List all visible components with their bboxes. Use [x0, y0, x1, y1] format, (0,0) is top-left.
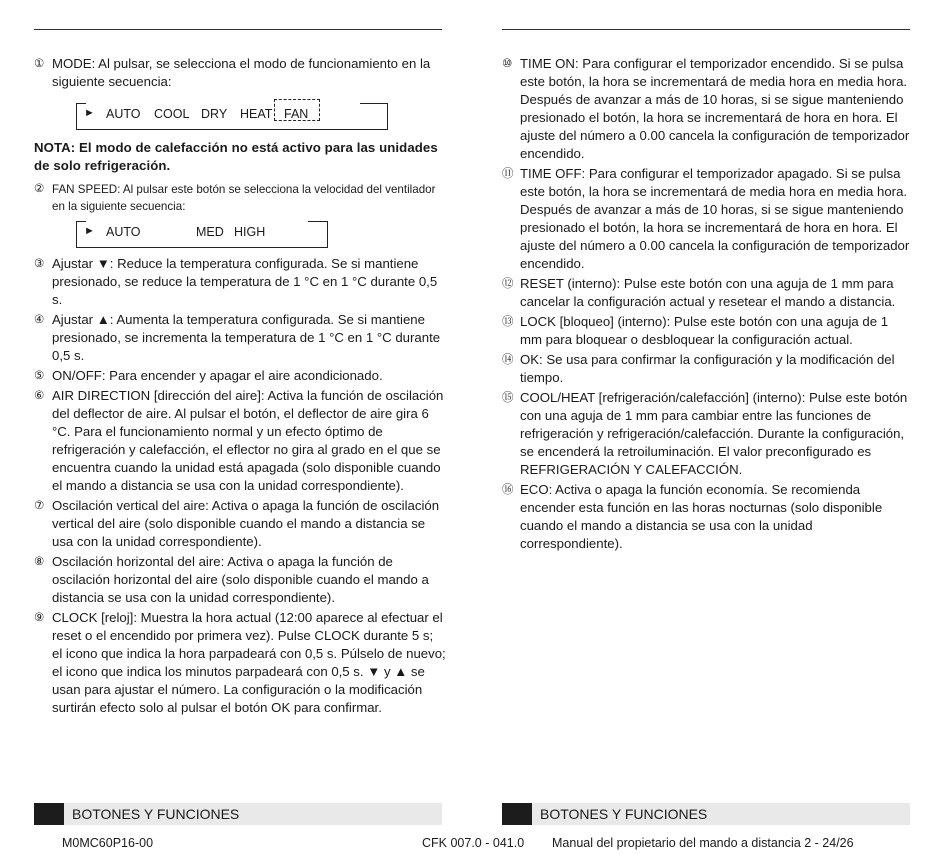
sequence-item: COOL: [154, 107, 190, 121]
item-text: OK: Se usa para confirmar la configuración y la modificación del tiempo.: [520, 352, 895, 385]
footer-center-code: CFK 007.0 - 041.0: [422, 836, 525, 850]
footer-page-info: Manual del propietario del mando a distancia 2 - 24/26: [552, 836, 854, 850]
list-item-clock: [34, 609, 446, 717]
left-column: [34, 55, 446, 719]
top-rule-left: [34, 29, 442, 30]
banner-title: BOTONES Y FUNCIONES: [540, 806, 708, 822]
item-number: ⑭: [502, 354, 514, 366]
list-item-mode: [34, 55, 446, 91]
sequence-item: AUTO: [106, 225, 141, 239]
item-number: ⑬: [502, 316, 514, 328]
section-banner-right: [502, 803, 910, 825]
item-text: TIME ON: Para configurar el temporizador encendido. Si se pulsa este botón, la hora se incrementará de media hora en media hora. Después de avanzar a más de 10 horas, si se sigue manteniendo presionado el botón, la hora se incrementará de hora en hora. El ajuste del número a 0.00 cancela la configuración de temporizador encendido.: [520, 56, 910, 161]
item-number: ⑨: [34, 612, 45, 624]
sequence-item: HEAT: [240, 107, 273, 121]
item-text: ON/OFF: Para encender y apagar el aire acondicionado.: [52, 368, 383, 383]
top-rule-right: [502, 29, 910, 30]
arrow-right-icon: ►: [84, 107, 95, 119]
item-number: ⑤: [34, 370, 45, 382]
item-text: MODE: Al pulsar, se selecciona el modo de funcionamiento en la siguiente secuencia:: [52, 56, 431, 89]
footer-document-code: M0MC60P16-00: [62, 836, 154, 850]
arrow-right-icon: ►: [84, 225, 95, 237]
item-text: Ajustar ▲: Aumenta la temperatura configurada. Se si mantiene presionado, se incrementa la temperatura de 1 °C en 1 °C durante 0,5 s.: [52, 312, 441, 363]
sequence-item: MED: [196, 225, 224, 239]
right-column: [502, 55, 912, 555]
item-text: LOCK [bloqueo] (interno): Pulse este botón con una aguja de 1 mm para bloquear o desbloquear la configuración actual.: [520, 314, 889, 347]
list-item-fan-speed: [34, 181, 446, 215]
mode-sequence-diagram: [76, 101, 388, 131]
item-text: Oscilación horizontal del aire: Activa o apaga la función de oscilación horizontal del aire (solo disponible cuando el mando a distancia se usa con la unidad correspondiente).: [52, 554, 429, 605]
item-text: Oscilación vertical del aire: Activa o apaga la función de oscilación vertical del aire (solo disponible cuando el mando a distancia se usa con la unidad correspondiente).: [52, 498, 440, 549]
item-number: ⑧: [34, 556, 45, 568]
sequence-item: DRY: [201, 107, 228, 121]
item-text: COOL/HEAT [refrigeración/calefacción] (interno): Pulse este botón con una aguja de 1 mm para cambiar entre las funciones de refrigeración y refrigeración/calefacción. Durante la configuración, se encenderá la retroiluminación. El valor preconfigurado es REFRIGERACIÓN Y CALEFACCIÓN.: [520, 390, 908, 477]
item-number: ②: [34, 183, 45, 195]
list-item-eco: [502, 481, 912, 553]
sequence-item: AUTO: [106, 107, 141, 121]
item-text: FAN SPEED: Al pulsar este botón se selecciona la velocidad del ventilador en la siguiente secuencia:: [52, 183, 436, 213]
fan-speed-sequence-diagram: [76, 219, 328, 249]
item-text: Ajustar ▼: Reduce la temperatura configurada. Se si mantiene presionado, se reduce la temperatura de 1 °C en 1 °C durante 0,5 s.: [52, 256, 438, 307]
list-item-horizontal-swing: [34, 553, 446, 607]
item-text: ECO: Activa o apaga la función economía. Se recomienda encender esta función en las horas nocturnas (solo disponible cuando el mando a distancia se usa con la unidad correspondiente).: [520, 482, 883, 551]
sequence-item: HIGH: [234, 225, 266, 239]
list-item-on-off: [34, 367, 446, 385]
banner-block: [34, 803, 64, 825]
item-text: AIR DIRECTION [dirección del aire]: Activa la función de oscilación del deflector de aire. Al pulsar el botón, el deflector de aire gira 6 °C. Para el funcionamiento normal y un efecto óptimo de refrigeración y calefacción, el eflector no gira al grado en el que se encuentra cuando la unidad está apagada (solo disponible cuando el mando a distancia se usa con la unidad correspondiente).: [52, 388, 444, 493]
item-number: ⑪: [502, 168, 514, 180]
item-number: ③: [34, 258, 45, 270]
item-number: ⑮: [502, 392, 514, 404]
list-item-reset: [502, 275, 912, 311]
list-item-vertical-swing: [34, 497, 446, 551]
list-item-air-direction: [34, 387, 446, 495]
item-number: ⑯: [502, 484, 514, 496]
item-text: RESET (interno): Pulse este botón con una aguja de 1 mm para cancelar la configuración actual y resetear el mando a distancia.: [520, 276, 896, 309]
list-item-ok: [502, 351, 912, 387]
item-number: ⑩: [502, 58, 513, 70]
list-item-temp-up: [34, 311, 446, 365]
banner-block: [502, 803, 532, 825]
sequence-item: FAN: [284, 107, 309, 121]
item-text: TIME OFF: Para configurar el temporizador apagado. Si se pulsa este botón, la hora se incrementará de media hora en media hora. Después de avanzar a más de 10 horas, si se sigue manteniendo presionado el botón, la hora se incrementará de hora en hora. El ajuste del número a 0.00 cancela la configuración de temporizador encendido.: [520, 166, 910, 271]
list-item-lock: [502, 313, 912, 349]
banner-title: BOTONES Y FUNCIONES: [72, 806, 240, 822]
list-item-temp-down: [34, 255, 446, 309]
section-banner-left: [34, 803, 442, 825]
list-item-time-on: [502, 55, 912, 163]
item-text: CLOCK [reloj]: Muestra la hora actual (12:00 aparece al efectuar el reset o el encendido por primera vez). Pulse CLOCK durante 5 s; el icono que indica la hora parpadeará con 0,5 s. Púlselo de nuevo; el icono que indica los minutos parpadeará con 0,5 s. ▼ y ▲ se usan para ajustar el número. La configuración o la modificación surtirán efecto solo al pulsar el botón OK para confirmar.: [52, 610, 446, 715]
mode-note: NOTA: El modo de calefacción no está activo para las unidades de solo refrigeración.: [34, 140, 438, 173]
item-number: ⑫: [502, 278, 514, 290]
item-number: ⑥: [34, 390, 45, 402]
list-item-cool-heat: [502, 389, 912, 479]
item-number: ⑦: [34, 500, 45, 512]
item-number: ①: [34, 58, 45, 70]
list-item-time-off: [502, 165, 912, 273]
item-number: ④: [34, 314, 45, 326]
